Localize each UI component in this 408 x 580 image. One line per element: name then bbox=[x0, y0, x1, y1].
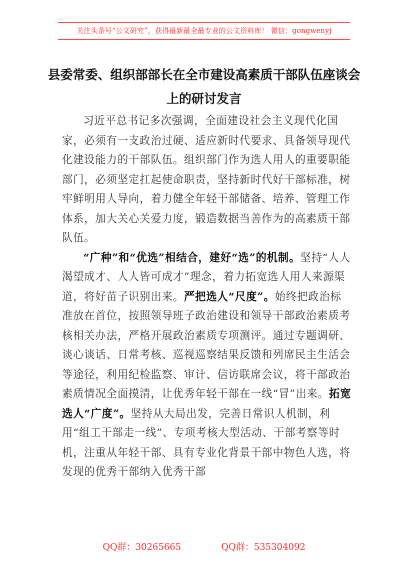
paragraph-2-text-3: 坚持从大局出发，完善日常识人机制，利用“组工干部走一线”、专项考核大型活动、干部考察等时机，注重从年轻干部、具有专业化背景干部中物色人选，将发现的优秀干部纳入优秀干部 bbox=[62, 407, 351, 478]
section-heading: “广种”和“优选”相结合，建好“选”的机制。 bbox=[83, 251, 301, 264]
paragraph-2-text-2: 始终把政治标准放在首位，按照领导班子政治建设和领导干部政治素质考核相关办法，严格开展政治素质专项测评。通过专题调研、谈心谈话、日常考核、巡视巡察结果反馈和列席民主生活会等途径，利用纪检监察、审计、信访联席会议，将干部政治素质情况全面摸清，让优秀年轻干部在一线“冒”出来。 bbox=[62, 290, 351, 400]
paragraph-2 bbox=[62, 249, 352, 483]
qq-group-1: QQ群：30265665 bbox=[102, 543, 182, 553]
subsection-heading-2: 拓宽选人“广度”。 bbox=[62, 388, 352, 420]
qq-group-2: QQ群：535304092 bbox=[221, 543, 306, 553]
document-title bbox=[40, 63, 368, 111]
document-body bbox=[62, 112, 352, 483]
paragraph-1: 习近平总书记多次强调，全面建设社会主义现代化国家，必须有一支政治过硬、适应新时代要求、具备领导现代化建设能力的干部队伍。组织部门作为选人用人的重要职能部门，必须坚定扛起使命职责，坚持新时代好干部标准，树牢鲜明用人导向，着力健全年轻干部储备、培养、管理工作体系，加大关心关爱力度，锻造数据当善作为的高素质干部队伍。 bbox=[62, 115, 351, 244]
promo-banner: 关注头条号“公文研究”，获得最新最全最专业的公文资料库！ 微信：gongwenyj bbox=[58, 22, 350, 40]
subsection-heading-1: 严把选人“尺度”。 bbox=[184, 290, 275, 303]
title-line-1: 县委常委、组织部部长在全市建设高素质干部队伍座谈会 bbox=[47, 67, 361, 82]
title-line-2: 上的研讨发言 bbox=[166, 91, 242, 106]
footer bbox=[0, 540, 408, 556]
paragraph-2-text-1: 坚持“人人渴望成才、人人皆可成才”理念，着力拓宽选人用人来源渠道，将好苗子识别出来。 bbox=[62, 251, 351, 303]
